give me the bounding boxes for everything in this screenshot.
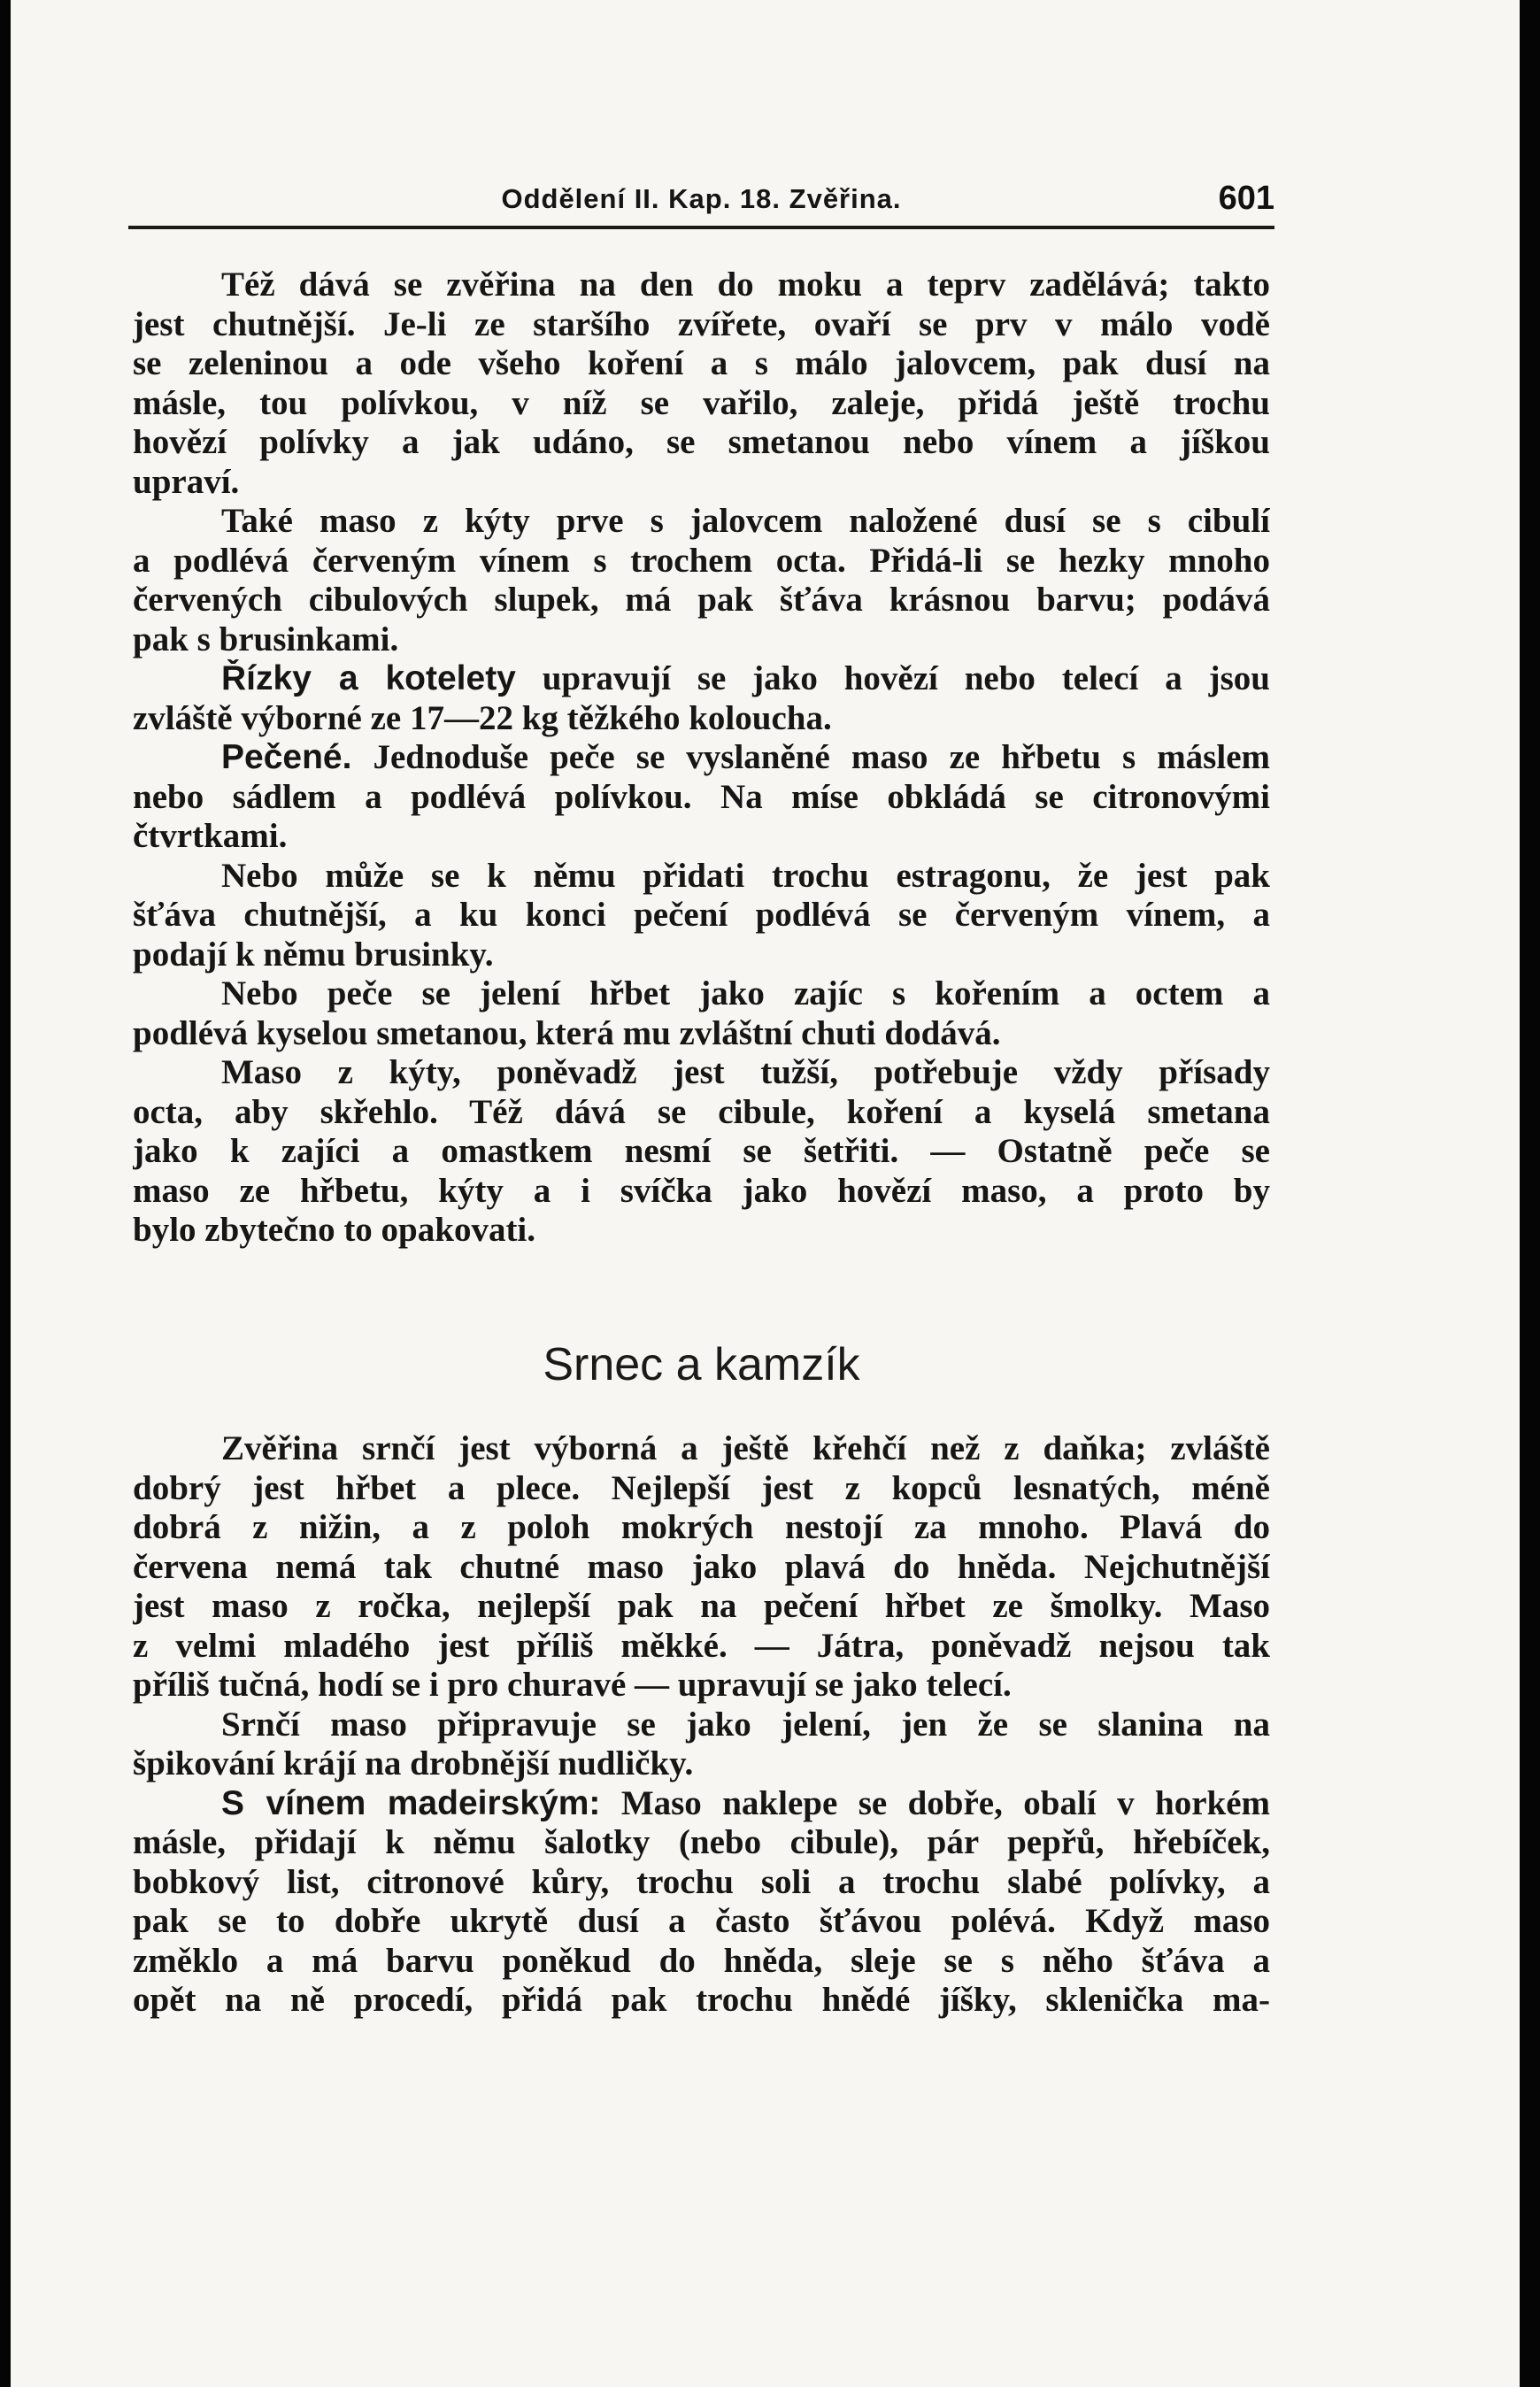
line-text: Zvěřina srnčí jest výborná a ještě křehčí než z daňka; zvláště <box>221 1429 1270 1467</box>
text-line <box>133 1706 1270 1745</box>
text-line <box>133 896 1270 936</box>
text-line <box>133 1508 1270 1548</box>
line-text: Nebo peče se jelení hřbet jako zajíc s kořením a octem a <box>221 974 1270 1013</box>
text-line <box>133 1429 1270 1469</box>
text-line <box>133 1014 1270 1054</box>
paragraph-lead: Pečené. <box>221 738 352 776</box>
line-text: šťáva chutnější, a ku konci pečení podlévá se červeným vínem, a <box>133 896 1270 934</box>
text-line <box>133 1093 1270 1133</box>
text-line <box>133 1784 1270 1824</box>
text-line <box>133 1132 1270 1172</box>
line-text: jest maso z ročka, nejlepší pak na pečení hřbet ze šmolky. Maso <box>133 1587 1270 1625</box>
text-line <box>133 778 1270 818</box>
text-line <box>133 857 1270 897</box>
text-line <box>133 1863 1270 1903</box>
line-text: špikování krájí na drobnější nudličky. <box>133 1744 694 1783</box>
text-line <box>133 463 1270 503</box>
text-line <box>133 542 1270 581</box>
text-line <box>133 1053 1270 1093</box>
paragraph-lead: Řízky a kotelety <box>221 659 516 697</box>
running-head: Oddělení II. Kap. 18. Zvěřina. <box>501 183 902 214</box>
line-text: másle, přidají k němu šalotky (nebo cibule), pár pepřů, hřebíček, <box>133 1823 1270 1861</box>
paragraph-lead: S vínem madeirským: <box>221 1783 601 1822</box>
line-text: nebo sádlem a podlévá polívkou. Na míse obkládá se citronovými <box>133 777 1270 816</box>
scan-border-left <box>0 0 11 2387</box>
line-text: změklo a má barvu poněkud do hněda, sleje se s něho šťáva a <box>133 1941 1270 1980</box>
line-text: hovězí polívky a jak udáno, se smetanou nebo vínem a jíškou <box>133 423 1270 461</box>
text-line <box>133 699 1270 739</box>
text-line <box>133 305 1270 345</box>
text-line <box>133 1627 1270 1667</box>
line-text: z velmi mladého jest příliš měkké. — Játra, poněvadž nejsou tak <box>133 1626 1270 1665</box>
line-text: octa, aby skřehlo. Též dává se cibule, koření a kyselá smetana <box>133 1092 1270 1131</box>
line-text: Též dává se zvěřina na den do moku a teprv zadělává; takto <box>221 266 1270 304</box>
text-line <box>133 1666 1270 1706</box>
text-line <box>133 581 1270 620</box>
line-text: podlévá kyselou smetanou, která mu zvláštní chuti dodává. <box>133 1013 1001 1052</box>
line-text: Maso z kýty, poněvadž jest tužší, potřebuje vždy přísady <box>221 1053 1270 1091</box>
line-text: podají k němu brusinky. <box>133 935 494 974</box>
line-text: bobkový list, citronové kůry, trochu soli a trochu slabé polívky, a <box>133 1862 1270 1901</box>
text-line <box>133 344 1270 384</box>
text-line <box>133 266 1270 305</box>
line-text: maso ze hřbetu, kýty a i svíčka jako hovězí maso, a proto by <box>133 1171 1270 1210</box>
line-text: Srnčí maso připravuje se jako jelení, jen že se slanina na <box>221 1705 1270 1744</box>
line-text: červených cibulových slupek, má pak šťáva krásnou barvu; podává <box>133 581 1270 619</box>
line-text: Také maso z kýty prve s jalovcem naložené dusí se s cibulí <box>221 502 1270 540</box>
text-line <box>133 502 1270 542</box>
line-text: opět na ně procedí, přidá pak trochu hnědé jíšky, sklenička ma- <box>133 1981 1270 2019</box>
line-text: pak s brusinkami. <box>133 620 399 658</box>
line-text: pak se to dobře ukrytě dusí a často šťávou polévá. Když maso <box>133 1902 1270 1940</box>
line-text: zvláště výborné ze 17—22 kg těžkého koloucha. <box>133 698 832 737</box>
text-line <box>133 936 1270 975</box>
section-heading: Srnec a kamzík <box>543 1339 860 1390</box>
page-header <box>128 173 1274 229</box>
text-line <box>133 1548 1270 1588</box>
line-text: a podlévá červeným vínem s trochem octa. Přidá-li se hezky mnoho <box>133 541 1270 580</box>
text-line <box>133 384 1270 424</box>
text-line <box>133 1744 1270 1784</box>
text-line <box>133 1902 1270 1942</box>
text-line <box>133 817 1270 857</box>
line-text: Maso naklepe se dobře, obalí v horkém <box>600 1783 1270 1822</box>
page-number: 601 <box>1218 180 1274 217</box>
line-text: červena nemá tak chutné maso jako plavá do hněda. Nejchutnější <box>133 1547 1270 1586</box>
line-text: dobrá z nižin, a z poloh mokrých nestojí za mnoho. Plavá do <box>133 1508 1270 1546</box>
text-line <box>133 1172 1270 1212</box>
line-text: Jednoduše peče se vyslaněné maso ze hřbetu s máslem <box>351 738 1270 776</box>
line-text: čtvrtkami. <box>133 817 288 855</box>
line-text: dobrý jest hřbet a plece. Nejlepší jest z kopců lesnatých, méně <box>133 1468 1270 1507</box>
line-text: se zeleninou a ode všeho koření a s málo jalovcem, pak dusí na <box>133 344 1270 382</box>
scan-border-right <box>1520 0 1540 2387</box>
section-zverina-text <box>133 266 1270 1251</box>
line-text: upraví. <box>133 462 240 501</box>
text-line <box>133 1981 1270 2021</box>
line-text: bylo zbytečno to opakovati. <box>133 1211 536 1249</box>
line-text: příliš tučná, hodí se i pro churavé — upravují se jako telecí. <box>133 1666 1012 1704</box>
text-line <box>133 1942 1270 1982</box>
text-line <box>133 620 1270 660</box>
line-text: jako k zajíci a omastkem nesmí se šetřiti. — Ostatně peče se <box>133 1132 1270 1170</box>
text-line <box>133 423 1270 463</box>
text-line <box>133 1211 1270 1251</box>
text-line <box>133 738 1270 778</box>
line-text: jest chutnější. Je-li ze staršího zvířete, ovaří se prv v málo vodě <box>133 304 1270 343</box>
line-text: upravují se jako hovězí nebo telecí a jsou <box>515 659 1270 697</box>
text-line <box>133 659 1270 699</box>
text-line <box>133 1469 1270 1509</box>
line-text: Nebo může se k němu přidati trochu estragonu, že jest pak <box>221 856 1270 895</box>
section-srnec-text <box>133 1429 1270 2021</box>
text-line <box>133 1587 1270 1627</box>
text-line <box>133 974 1270 1014</box>
text-line <box>133 1823 1270 1863</box>
line-text: másle, tou polívkou, v níž se vařilo, zaleje, přidá ještě trochu <box>133 383 1270 422</box>
